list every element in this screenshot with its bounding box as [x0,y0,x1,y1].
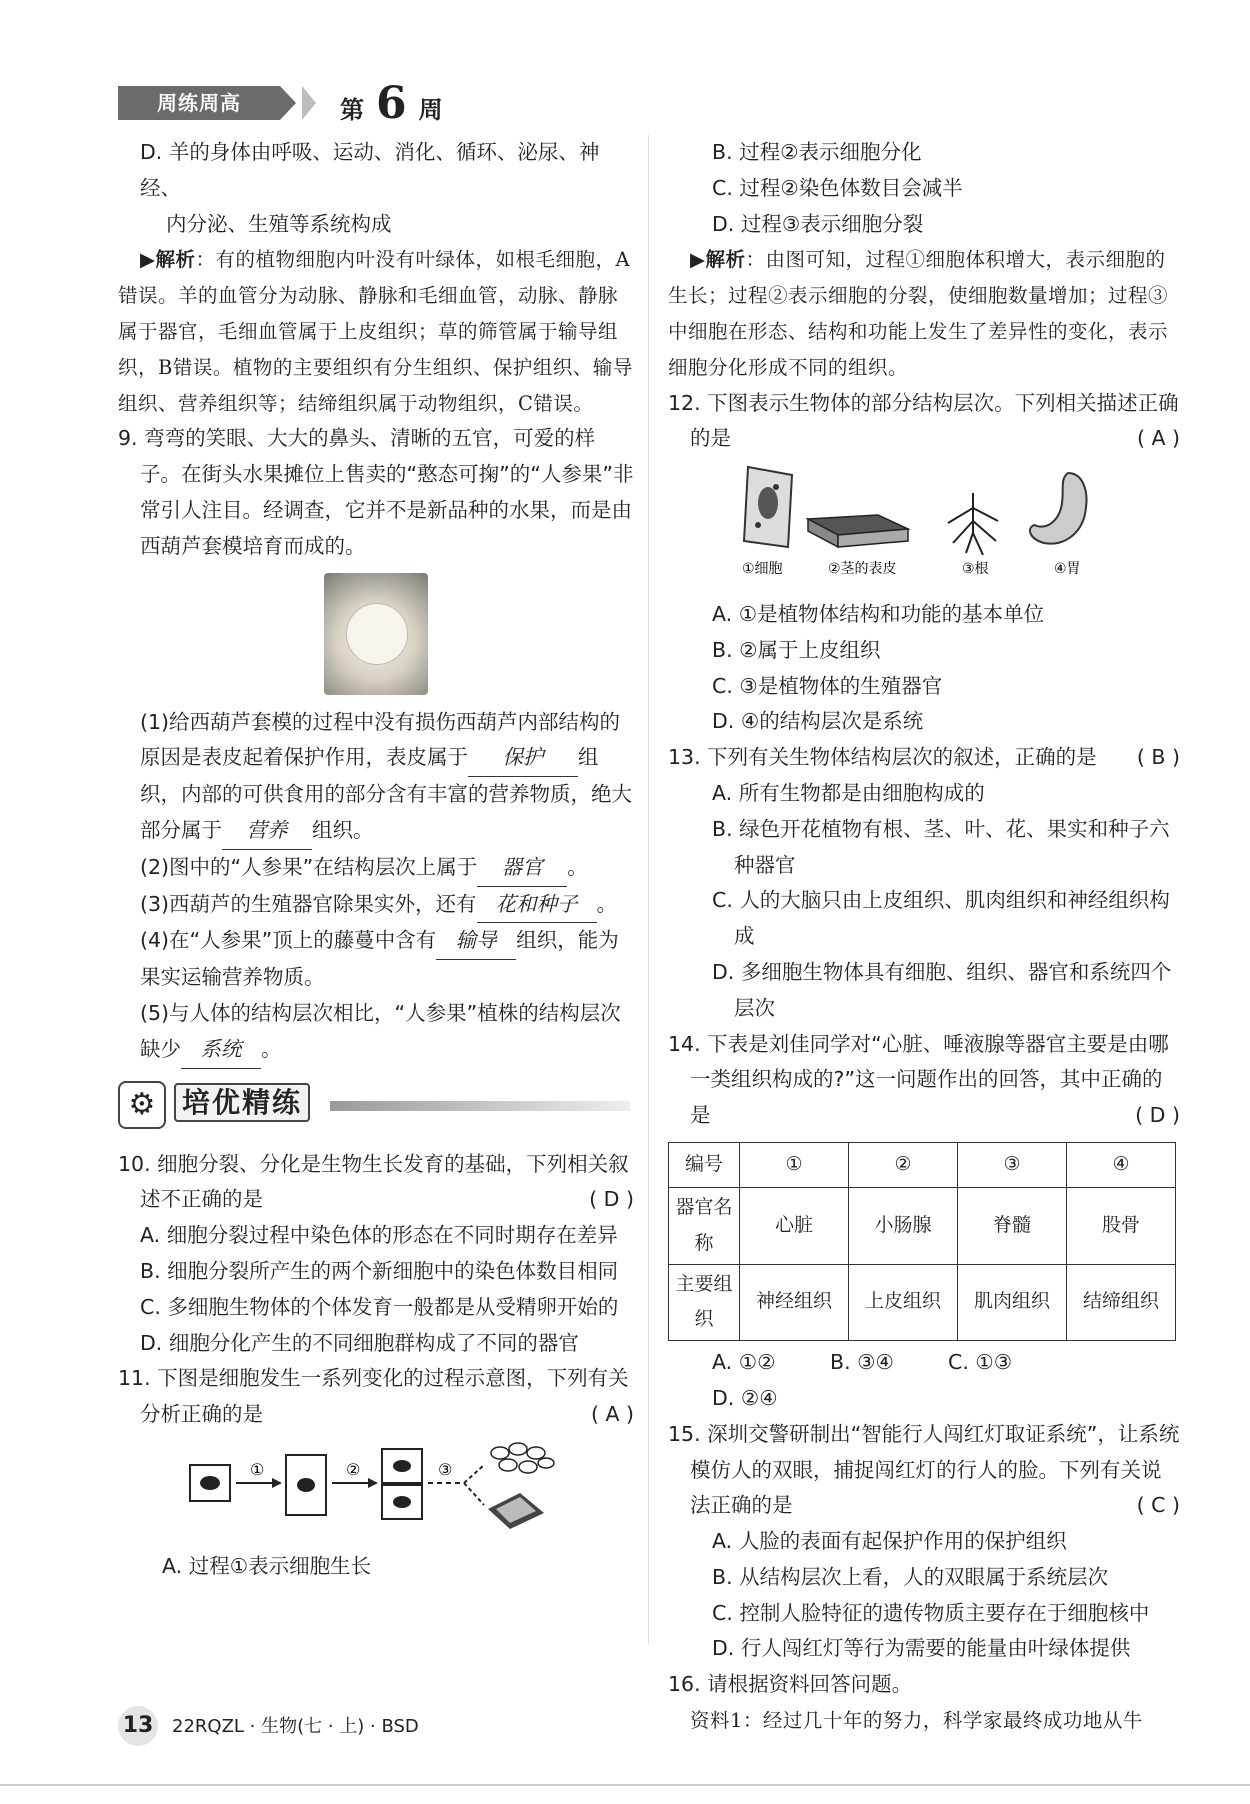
stomach-drawing [1030,473,1087,544]
table-cell: 心脏 [740,1187,849,1264]
stem-epidermis-drawing [808,515,908,547]
q8-option-d: D. 羊的身体由呼吸、运动、消化、循环、泌尿、神经、 内分泌、生殖等系统构成 [140,140,600,236]
left-column [118,135,634,1585]
q13-option-c: C. 人的大脑只由上皮组织、肌肉组织和神经组织构成 [712,888,1170,949]
q11-answer: ( A ) [590,1402,634,1427]
book-code: 22RQZL · 生物(七 · 上) · BSD [172,1716,419,1737]
table-cell: 器官名称 [669,1187,740,1264]
table-cell: 结缔组织 [1067,1264,1176,1341]
q9-stem: 9. 弯弯的笑眼、大大的鼻头、清晰的五官，可爱的样子。在街头水果摊位上售卖的“憨态可掬”的“人参果”非常引人注目。经调查，它并不是新品种的水果，而是由西葫芦套模培育而成的。 [118,426,634,558]
cell-3a-nucleus [393,1460,411,1472]
step-2-label: ② [346,1459,361,1479]
cell-1-nucleus [200,1476,220,1490]
q10-option-b: B. 细胞分裂所产生的两个新细胞中的染色体数目相同 [140,1258,619,1283]
q15-option-c: C. 控制人脸特征的遗传物质主要存在于细胞核中 [712,1600,1150,1625]
section-title: 培优精练 [174,1083,310,1123]
cell-process-diagram [188,1439,588,1531]
q14-options [668,1345,1180,1417]
q11-option-d: D. 过程③表示细胞分裂 [712,211,924,236]
q15-option-b: B. 从结构层次上看，人的双眼属于系统层次 [712,1564,1109,1589]
q11-analysis: ▶解析：由图可知，过程①细胞体积增大，表示细胞的生长；过程②表示细胞的分裂，使细胞数量增加；过程③中细胞在形态、结构和功能上发生了差异性的变化，表示细胞分化形成不同的组织。 [668,248,1169,379]
q9-part1: (1)给西葫芦套模的过程中没有损伤西葫芦内部结构的原因是表皮起着保护作用，表皮属于 保护 组织，内部的可供食用的部分含有丰富的营养物质，绝大部分属于 营养 组织。 [118,705,634,850]
q13-answer: ( B ) [1136,745,1180,770]
gear-icon: ⚙ [118,1081,166,1129]
organ-tissue-table [668,1142,1176,1341]
q13-option-d: D. 多细胞生物体具有细胞、组织、器官和系统四个层次 [712,959,1172,1020]
tag-arrow-shape-2 [302,86,316,120]
q11-stem: 11. 下图是细胞发生一系列变化的过程示意图，下列有关分析正确的是 ( A ) [118,1361,634,1433]
q12-option-a: A. ①是植物体结构和功能的基本单位 [712,601,1045,626]
q13-option-b: B. 绿色开花植物有根、茎、叶、花、果实和种子六种器官 [712,816,1170,877]
table-cell: 神经组织 [740,1264,849,1341]
week-prefix: 第 [340,95,364,124]
plant-cell-drawing [744,467,792,547]
week-title [340,78,443,129]
q9-part5: (5)与人体的结构层次相比，“人参果”植株的结构层次缺少 系统 。 [118,996,634,1069]
q14-option-d: D. ②④ [712,1385,778,1410]
column-divider [648,135,649,1645]
table-cell: 编号 [669,1142,740,1187]
bottom-rule [0,1784,1250,1786]
q12-option-c: C. ③是植物体的生殖器官 [712,673,943,698]
q8-analysis: ▶解析：有的植物细胞内叶没有叶绿体，如根毛细胞，A错误。羊的血管分为动脉、静脉和毛细血管，动脉、静脉属于器官，毛细血管属于上皮组织；草的筛管属于输导组织，B错误。植物的主要组织有分生组织、保护组织、输导组织、营养组织等；结缔组织属于动物组织，C错误。 [118,248,633,415]
table-cell: 小肠腺 [849,1187,958,1264]
arrow-2-head [368,1478,378,1488]
structure-levels-figure [708,463,1178,579]
fig-label-epidermis: ②茎的表皮 [828,561,897,578]
q12-option-d: D. ④的结构层次是系统 [712,709,924,734]
week-suffix: 周 [418,95,443,124]
branch-down [464,1483,484,1505]
q11-option-b: B. 过程②表示细胞分化 [712,140,922,164]
root-drawing [948,493,998,555]
step-3-label: ③ [438,1459,453,1479]
q14-option-a: A. ①② [712,1350,776,1375]
q12-stem: 12. 下图表示生物体的部分结构层次。下列相关描述正确的是 ( A ) [668,386,1180,458]
cell-2-nucleus [297,1478,315,1492]
q10-answer: ( D ) [589,1187,634,1212]
table-cell: ④ [1067,1142,1176,1187]
table-cell: 主要组织 [669,1264,740,1341]
q10-option-d: D. 细胞分化产生的不同细胞群构成了不同的器官 [140,1330,579,1355]
week-number: 6 [376,78,407,129]
section-header [118,1077,634,1137]
step-1-label: ① [250,1459,265,1479]
q14-option-b: B. ③④ [830,1350,894,1375]
table-cell: 脊髓 [958,1187,1067,1264]
table-cell: ② [849,1142,958,1187]
q15-stem: 15. 深圳交警研制出“智能行人闯红灯取证系统”，让系统模仿人的双眼，捕捉闯红灯的行人的脸。下列有关说法正确的是 ( C ) [668,1417,1180,1524]
table-cell: ③ [958,1142,1067,1187]
q14-option-c: C. ①③ [948,1350,1013,1375]
q9-part2: (2)图中的“人参果”在结构层次上属于 器官 。 [118,850,634,887]
tag-arrow-shape [280,86,296,120]
fruit-face-shape [346,603,408,665]
tissue-cluster [491,1443,554,1473]
page-number: 13 [118,1706,158,1746]
cell-3b-nucleus [393,1496,411,1508]
table-row [669,1264,1176,1341]
table-row [669,1142,1176,1187]
q15-option-a: A. 人脸的表面有起保护作用的保护组织 [712,1529,1067,1554]
branch-up [464,1465,484,1483]
page-footer [118,1706,419,1746]
q10-stem: 10. 细胞分裂、分化是生物生长发育的基础，下列相关叙述不正确的是 ( D ) [118,1147,634,1219]
q9-part3: (3)西葫芦的生殖器官除果实外，还有 花和种子 。 [118,887,634,924]
q12-answer: ( A ) [1136,426,1180,451]
q15-answer: ( C ) [1136,1493,1180,1518]
q12-option-b: B. ②属于上皮组织 [712,637,881,662]
arrow-1-head [272,1478,282,1488]
q10-option-c: C. 多细胞生物体的个体发育一般都是从受精卵开始的 [140,1294,619,1319]
q16-stem: 16. 请根据资料回答问题。 [668,1672,913,1697]
fig-label-cell: ①细胞 [742,561,783,578]
q14-answer: ( D ) [1135,1103,1180,1128]
q9-part4: (4)在“人参果”顶上的藤蔓中含有 输导 组织，能为果实运输营养物质。 [118,923,634,996]
q14-stem: 14. 下表是刘佳同学对“心脏、唾液腺等器官主要是由哪一类组织构成的?”这一问题作出的回答，其中正确的是 ( D ) [668,1027,1180,1134]
ginseng-fruit-image [324,573,428,695]
table-row [669,1187,1176,1264]
tissue-sheet [488,1493,544,1529]
table-cell: 肌肉组织 [958,1264,1067,1341]
analysis-icon: ▶ [690,248,706,272]
right-column [668,135,1180,1739]
analysis-icon: ▶ [140,248,156,272]
table-cell: 上皮组织 [849,1264,958,1341]
q11-option-a: A. 过程①表示细胞生长 [162,1553,372,1578]
fig-label-stomach: ④胃 [1054,561,1081,578]
page-header [118,78,1198,128]
fig-label-root: ③根 [962,561,989,578]
table-cell: ① [740,1142,849,1187]
q10-option-a: A. 细胞分裂过程中染色体的形态在不同时期存在差异 [140,1223,618,1248]
q13-option-a: A. 所有生物都是由细胞构成的 [712,780,985,805]
q13-stem: 13. 下列有关生物体结构层次的叙述，正确的是 ( B ) [668,740,1180,776]
q11-option-c: C. 过程②染色体数目会减半 [712,175,963,200]
table-cell: 股骨 [1067,1187,1176,1264]
q16-material-1: 资料1：经过几十年的努力，科学家最终成功地从牛 [690,1709,1143,1733]
weekly-tag: 周练周高 [118,86,280,120]
q15-option-d: D. 行人闯红灯等行为需要的能量由叶绿体提供 [712,1636,1131,1661]
section-bar [330,1101,630,1111]
